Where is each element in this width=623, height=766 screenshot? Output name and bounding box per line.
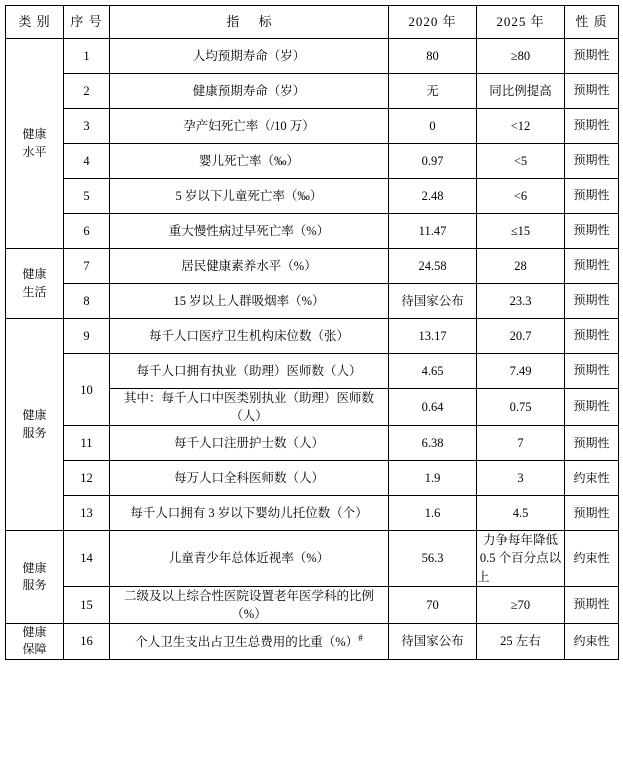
nature-cell: 预期性	[565, 214, 619, 249]
category-cell: 健康 服务	[6, 531, 64, 624]
value-2020-cell: 0.97	[389, 144, 477, 179]
value-2025-cell: 20.7	[477, 319, 565, 354]
value-2025-cell: 同比例提高	[477, 74, 565, 109]
nature-cell: 预期性	[565, 586, 619, 623]
indicator-cell: 每千人口拥有 3 岁以下婴幼儿托位数（个）	[110, 496, 389, 531]
nature-cell: 约束性	[565, 531, 619, 586]
table-row	[6, 249, 619, 284]
value-2025-cell: ≥80	[477, 39, 565, 74]
row-number-cell: 4	[64, 144, 110, 179]
indicator-cell: 二级及以上综合性医院设置老年医学科的比例（%）	[110, 586, 389, 623]
row-number-cell: 6	[64, 214, 110, 249]
table-header	[6, 6, 619, 39]
nature-cell: 预期性	[565, 39, 619, 74]
nature-cell: 预期性	[565, 249, 619, 284]
table-header-row	[6, 6, 619, 39]
indicator-cell: 每千人口拥有执业（助理）医师数（人）	[110, 354, 389, 389]
header-year-2025: 2025 年	[477, 6, 565, 39]
indicator-cell: 5 岁以下儿童死亡率（‰）	[110, 179, 389, 214]
value-2020-cell: 待国家公布	[389, 623, 477, 659]
value-2020-cell: 24.58	[389, 249, 477, 284]
value-2025-cell: <5	[477, 144, 565, 179]
row-number-cell: 9	[64, 319, 110, 354]
table-row	[6, 496, 619, 531]
row-number-cell: 5	[64, 179, 110, 214]
value-2020-cell: 0.64	[389, 389, 477, 426]
table-row	[6, 354, 619, 389]
indicator-cell: 健康预期寿命（岁）	[110, 74, 389, 109]
indicator-cell: 居民健康素养水平（%）	[110, 249, 389, 284]
nature-cell: 预期性	[565, 319, 619, 354]
table-row	[6, 214, 619, 249]
table-row	[6, 39, 619, 74]
footnote-marker: #	[358, 632, 363, 643]
indicator-cell: 个人卫生支出占卫生总费用的比重（%）#	[110, 623, 389, 659]
category-cell: 健康 生活	[6, 249, 64, 319]
table-row	[6, 179, 619, 214]
value-2020-cell: 80	[389, 39, 477, 74]
value-2025-cell: 0.75	[477, 389, 565, 426]
row-number-cell: 2	[64, 74, 110, 109]
nature-cell: 预期性	[565, 179, 619, 214]
value-2025-cell: ≤15	[477, 214, 565, 249]
value-2025-cell: 7	[477, 426, 565, 461]
value-2025-cell: 4.5	[477, 496, 565, 531]
value-2025-cell: 28	[477, 249, 565, 284]
nature-cell: 约束性	[565, 623, 619, 659]
value-2025-cell: <12	[477, 109, 565, 144]
value-2020-cell: 11.47	[389, 214, 477, 249]
indicator-cell: 其中：每千人口中医类别执业（助理）医师数（人）	[110, 389, 389, 426]
header-nature: 性 质	[565, 6, 619, 39]
row-number-cell: 7	[64, 249, 110, 284]
value-2025-cell: 7.49	[477, 354, 565, 389]
row-number-cell: 14	[64, 531, 110, 586]
row-number-cell: 13	[64, 496, 110, 531]
value-2025-cell: 力争每年降低 0.5 个百分点以上	[477, 531, 565, 586]
value-2020-cell: 1.9	[389, 461, 477, 496]
value-2020-cell: 无	[389, 74, 477, 109]
table-row	[6, 144, 619, 179]
nature-cell: 预期性	[565, 426, 619, 461]
value-2020-cell: 13.17	[389, 319, 477, 354]
nature-cell: 预期性	[565, 74, 619, 109]
indicator-cell: 15 岁以上人群吸烟率（%）	[110, 284, 389, 319]
indicator-cell: 孕产妇死亡率（/10 万）	[110, 109, 389, 144]
table-row	[6, 623, 619, 659]
row-number-cell: 15	[64, 586, 110, 623]
indicator-cell: 每千人口医疗卫生机构床位数（张）	[110, 319, 389, 354]
nature-cell: 约束性	[565, 461, 619, 496]
table-row	[6, 74, 619, 109]
category-cell: 健康 水平	[6, 39, 64, 249]
indicator-cell: 婴儿死亡率（‰）	[110, 144, 389, 179]
category-cell: 健康 保障	[6, 623, 64, 659]
nature-cell: 预期性	[565, 284, 619, 319]
header-year-2020: 2020 年	[389, 6, 477, 39]
table-row	[6, 319, 619, 354]
indicator-cell: 人均预期寿命（岁）	[110, 39, 389, 74]
value-2020-cell: 56.3	[389, 531, 477, 586]
row-number-cell: 12	[64, 461, 110, 496]
value-2025-cell: ≥70	[477, 586, 565, 623]
indicator-cell: 重大慢性病过早死亡率（%）	[110, 214, 389, 249]
nature-cell: 预期性	[565, 354, 619, 389]
header-indicator: 指 标	[110, 6, 389, 39]
value-2020-cell: 4.65	[389, 354, 477, 389]
nature-cell: 预期性	[565, 389, 619, 426]
indicator-cell: 每千人口注册护士数（人）	[110, 426, 389, 461]
value-2020-cell: 70	[389, 586, 477, 623]
row-number-cell: 3	[64, 109, 110, 144]
row-number-cell: 1	[64, 39, 110, 74]
table-row	[6, 461, 619, 496]
indicator-cell: 每万人口全科医师数（人）	[110, 461, 389, 496]
row-number-cell: 16	[64, 623, 110, 659]
value-2020-cell: 0	[389, 109, 477, 144]
table-body	[6, 39, 619, 660]
table-row	[6, 284, 619, 319]
indicator-table	[5, 5, 619, 660]
value-2025-cell: 25 左右	[477, 623, 565, 659]
row-number-cell: 11	[64, 426, 110, 461]
value-2020-cell: 2.48	[389, 179, 477, 214]
indicator-cell: 儿童青少年总体近视率（%）	[110, 531, 389, 586]
value-2025-cell: <6	[477, 179, 565, 214]
header-number: 序 号	[64, 6, 110, 39]
value-2025-cell: 23.3	[477, 284, 565, 319]
header-category: 类 别	[6, 6, 64, 39]
value-2020-cell: 待国家公布	[389, 284, 477, 319]
value-2025-cell: 3	[477, 461, 565, 496]
value-2020-cell: 1.6	[389, 496, 477, 531]
row-number-cell: 10	[64, 354, 110, 426]
table-row	[6, 426, 619, 461]
document-page	[0, 5, 623, 766]
nature-cell: 预期性	[565, 109, 619, 144]
value-2020-cell: 6.38	[389, 426, 477, 461]
table-row	[6, 109, 619, 144]
table-row	[6, 586, 619, 623]
nature-cell: 预期性	[565, 144, 619, 179]
table-row	[6, 531, 619, 586]
nature-cell: 预期性	[565, 496, 619, 531]
category-cell: 健康 服务	[6, 319, 64, 531]
row-number-cell: 8	[64, 284, 110, 319]
